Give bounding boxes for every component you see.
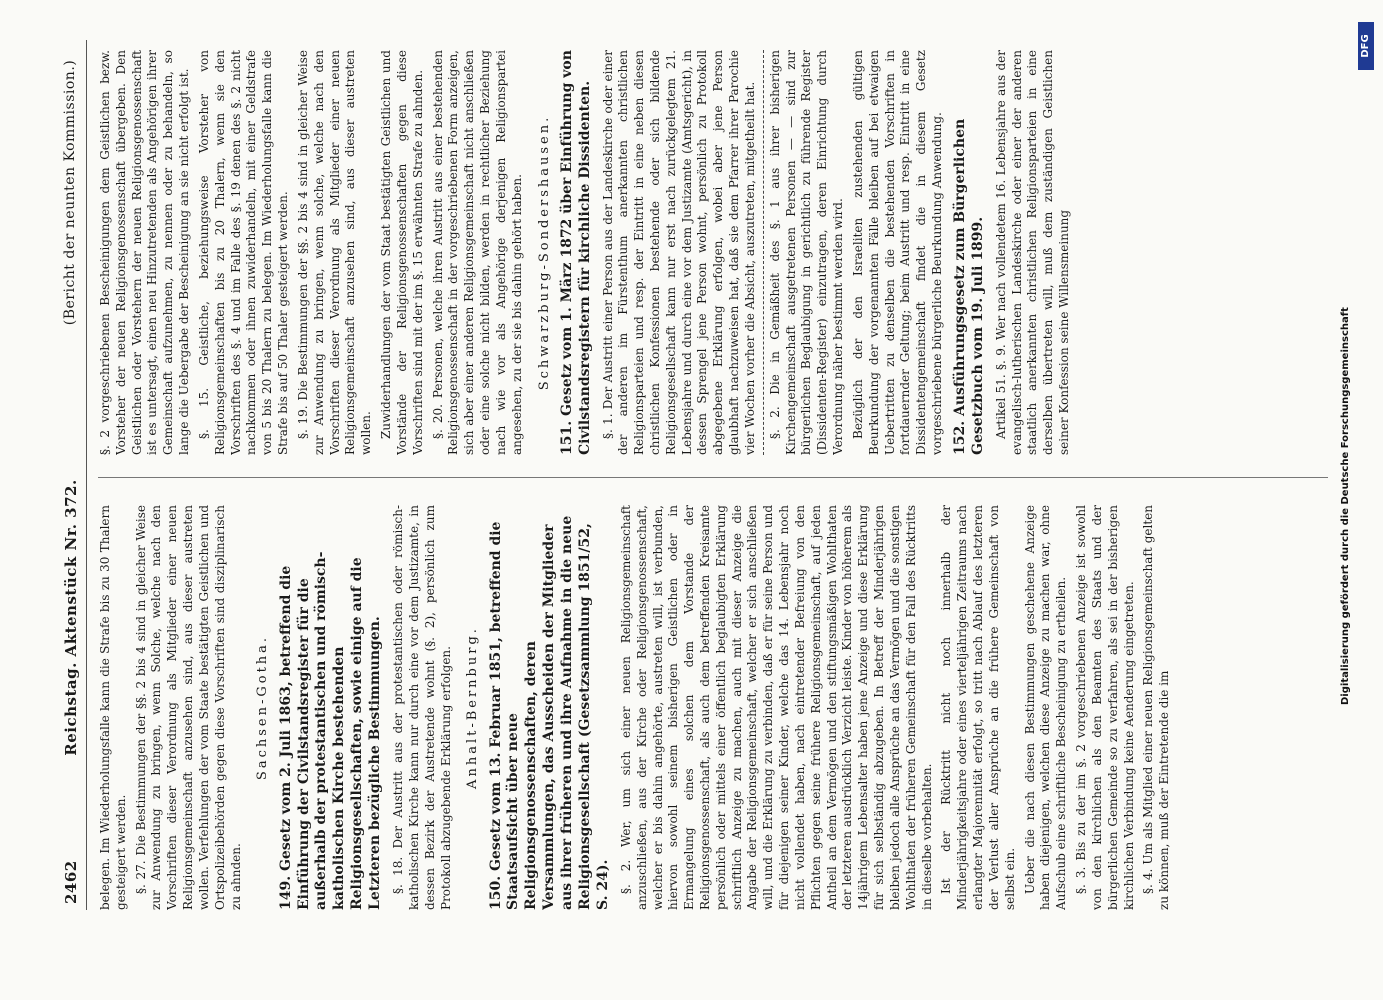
- law-heading-151: 151. Gesetz vom 1. März 1872 über Einführung von Civilstandsregistern für kirchliche Dissidenten.: [558, 50, 593, 455]
- paragraph: §. 2 vorgeschriebenen Bescheinigungen dem Geistlichen bezw. Vorsteher der neuen Religionsgenossenschaft übergeben. Den Geistlichen oder Vorstehern der neuen Religionsgenossenschaft ist es untersagt, einen neu Hinzutretenden als Angehörigen ihrer Gemeinschaft aufzunehmen, zu nennen oder zu behandeln, so lange die Uebergabe der Bescheinigung an sie nicht erfolgt ist.: [98, 50, 192, 455]
- paragraph: Ueber die nach diesen Bestimmungen geschehene Anzeige haben diejenigen, welchen diese Anzeige zu machen war, ohne Aufschub eine schriftliche Bescheinigung zu ertheilen.: [1022, 505, 1069, 910]
- document-page: [56, 40, 1366, 910]
- header-commission: (Bericht der neunten Kommission.): [62, 59, 78, 326]
- law-heading-152: 152. Ausführungsgesetz zum Bürgerlichen Gesetzbuch vom 19. Juli 1899.: [951, 118, 986, 455]
- law-heading-150: 150. Gesetz vom 13. Februar 1851, betreffend die Staatsaufsicht über neue Religionsgenossenschaften, deren Versammlungen, das Ausscheiden der Mitglieder aus ihrer früheren und ihre Aufnahme in die neue Religionsgesellschaft (Gesetzsammlung 1851/52, S. 24).: [487, 515, 611, 910]
- paragraph-section-20: §. 20. Personen, welche ihren Austritt aus einer bestehenden Religionsgenossenschaft in der vorgeschriebenen Form anzeigen, sich aber einer anderen Religionsgemeinschaft nicht anschließen oder eine solche nicht bilden, werden in rechtlicher Beziehung nach wie vor als Angehörige derjenigen Religionspartei angesehen, zu der sie bis dahin gehört haben.: [430, 50, 524, 455]
- credit-text: Digitalisierung gefördert durch die Deutsche Forschungsgemeinschaft: [1340, 307, 1351, 705]
- dfg-logo: DFG: [1358, 22, 1374, 70]
- section-heading-anhalt-bernburg: Anhalt-Bernburg.: [465, 626, 481, 789]
- paragraph-section-18: §. 18. Der Austritt aus der protestantischen oder römisch-katholischen Kirche kann nur durch eine vor dem Justizamte, in dessen Bezirk der Austretende wohnt (§. 2), persönlich zum Protokoll abzugebende Erklärung erfolgen.: [391, 505, 453, 910]
- paragraph-section-27: §. 27. Die Bestimmungen der §§. 2 bis 4 sind in gleicher Weise zur Anwendung zu bringen, wenn Solche, welche nach den Vorschriften dieser Verordnung als Mitglieder einer neuen Religionsgemeinschaft anzusehen sind, aus dieser austreten wollen. Verfehlungen der vom Staate bestätigten Geistlichen und Ortspolizeibehörden gegen diese Vorschriften sind disziplinarisch zu ahnden.: [133, 505, 243, 910]
- section-heading-sachsen-gotha: Sachsen-Gotha.: [255, 634, 271, 781]
- paragraph-section-19: §. 19. Die Bestimmungen der §§. 2 bis 4 sind in gleicher Weise zur Anwendung zu bringen, wenn solche, welche nach den Vorschriften dieser Verordnung als Mitglieder einer neuen Religionsgemeinschaft anzusehen sind, aus dieser austreten wollen.: [295, 50, 374, 455]
- paragraph-section-1: §. 1. Der Austritt einer Person aus der Landeskirche oder einer der anderen im Fürstenthum anerkannten christlichen Religionsparteien und resp. der Eintritt in eine neben diesen christlichen Konfessionen bestehende oder sich bildende Religionsgesellschaft kann nur erst nach zurückgelegtem 21. Lebensjahre und durch eine vor dem Justizamte (Amtsgericht), in dessen Sprengel jene Person wohnt, persönlich zu Protokoll abgegebene Erklärung erfolgen, wobei aber jene Person glaubhaft nachzuweisen hat, daß sie dem Pfarrer ihrer Parochie vier Wochen vorher die Absicht, auszutreten, mitgetheilt hat.: [600, 50, 757, 455]
- page-number: 2462: [62, 860, 80, 904]
- paragraph-section-3: §. 3. Bis zu der im §. 2 vorgeschriebenen Anzeige ist sowohl von den kirchlichen als den Beamten des Staats und der bürgerlichen Gemeinde so zu verfahren, als sei in der bisherigen kirchlichen Verbindung keine Aenderung eingetreten.: [1074, 505, 1136, 910]
- left-column: [98, 505, 1358, 910]
- paragraph: belegen. Im Wiederholungsfalle kann die Strafe bis zu 30 Thalern gesteigert werden.: [98, 505, 128, 910]
- right-column: [98, 50, 1358, 455]
- column-divider: [98, 477, 1328, 478]
- paragraph-section-15: §. 15. Geistliche, beziehungsweise Vorsteher von Religionsgemeinschaften bis zu 20 Thalern, wenn sie den Vorschriften des §. 4 und im Falle des §. 19 denen des §. 2 nicht nachkommen oder ihnen zuwiderhandeln, mit einer Geldstrafe von 5 bis 20 Thalern zu belegen. Im Wiederholungsfalle kann die Strafe bis auf 50 Thaler gesteigert werden.: [196, 50, 291, 455]
- paragraph: Ist der Rücktritt nicht noch innerhalb der Minderjährigkeitsjahre oder eines vierteljährigen Zeitraums nach erlangter Majorennität erfolgt, so tritt nach Ablauf des letzteren der Verlust aller Ansprüche an die frühere Gemeinschaft von selbst ein.: [939, 505, 1017, 910]
- omission-rule: [763, 50, 764, 455]
- header-title: Reichstag. Aktenstück Nr. 372.: [62, 479, 80, 756]
- paragraph-section-2: §. 2. Wer, um sich einer neuen Religionsgemeinschaft anzuschließen, aus der Kirche oder Religionsgenossenschaft, welcher er bis dahin angehörte, austreten will, ist verbunden, hiervon sowohl seinem bisherigen Geistlichen oder in Ermangelung eines solchen dem Vorstande der Religionsgenossenschaft, als auch dem betreffenden Kreisamte persönlich oder mittels einer öffentlich beglaubigten Erklärung schriftlich Anzeige zu machen, auch mit dieser Anzeige die Angabe der Religionsgemeinschaft, welcher er sich anschließen will, und die Erklärung zu verbinden, daß er für seine Person und für diejenigen seiner Kinder, welche das 14. Lebensjahr noch nicht vollendet haben, nach eintretender Befreiung von den Pflichten gegen seine frühere Religionsgemeinschaft, auf jeden Antheil an dem Vermögen und den stiftungsmäßigen Wohlthaten der letzteren ausdrücklich Verzicht leiste. Kinder von höherem als 14jährigem Lebensalter haben jene Anzeige und diese Erklärung für sich selbständig abzugeben. In Betreff der Minderjährigen bleiben jedoch alle Ansprüche an das Vermögen und die sonstigen Wohlthaten der früheren Gemeinschaft für den Fall des Rücktritts in dieselbe vorbehalten.: [618, 505, 934, 910]
- law-heading-149: 149. Gesetz vom 2. Juli 1863, betreffend die Einführung der Civilstandsregister für die außerhalb der protestantischen und römisch-katholischen Kirche bestehenden Religionsgesellschaften, sowie einige auf die Letzteren bezügliche Bestimmungen.: [277, 551, 384, 910]
- section-heading-schwarzburg-sondershausen: Schwarzburg-Sondershausen.: [536, 114, 552, 391]
- page-header: [56, 40, 87, 910]
- paragraph-article-51: Artikel 51. §. 9. Wer nach vollendetem 16. Lebensjahre aus der evangelisch-lutherischen Landeskirche oder einer der anderen staatlich anerkannten christlichen Religionsparteien in eine derselben übertreten will, muß dem zuständigen Geistlichen seiner Konfession seine Willensmeinung: [993, 50, 1072, 455]
- paragraph-section-4: §. 4. Um als Mitglied einer neuen Religionsgemeinschaft gelten zu können, muß der Eintretende die im: [1141, 505, 1172, 910]
- paragraph-section-2: §. 2. Die in Gemäßheit des §. 1 aus ihrer bisherigen Kirchengemeinschaft ausgetretenen Personen — — sind zur bürgerlichen Beglaubigung in gerichtlich zu führende Register (Dissidenten-Register) einzutragen, deren Einrichtung durch Verordnung näher bestimmt werden wird.: [767, 50, 846, 455]
- paragraph: Zuwiderhandlungen der vom Staat bestätigten Geistlichen und Vorstände der Religionsgenossenschaften gegen diese Vorschriften sind mit der im §. 15 erwähnten Strafe zu ahnden.: [379, 50, 425, 455]
- paragraph: Bezüglich der den Israeliten zustehenden gültigen Beurkundung der vorgenannten Fälle bleiben auf bei etwaigen Uebertritten zu denselben die bestehenden Vorschriften in fortdauernder Geltung; beim Austritt und resp. Eintritt in eine Dissidentengemeinschaft findet die in diesem Gesetz vorgeschriebene bürgerliche Beurkundung Anwendung.: [850, 50, 945, 455]
